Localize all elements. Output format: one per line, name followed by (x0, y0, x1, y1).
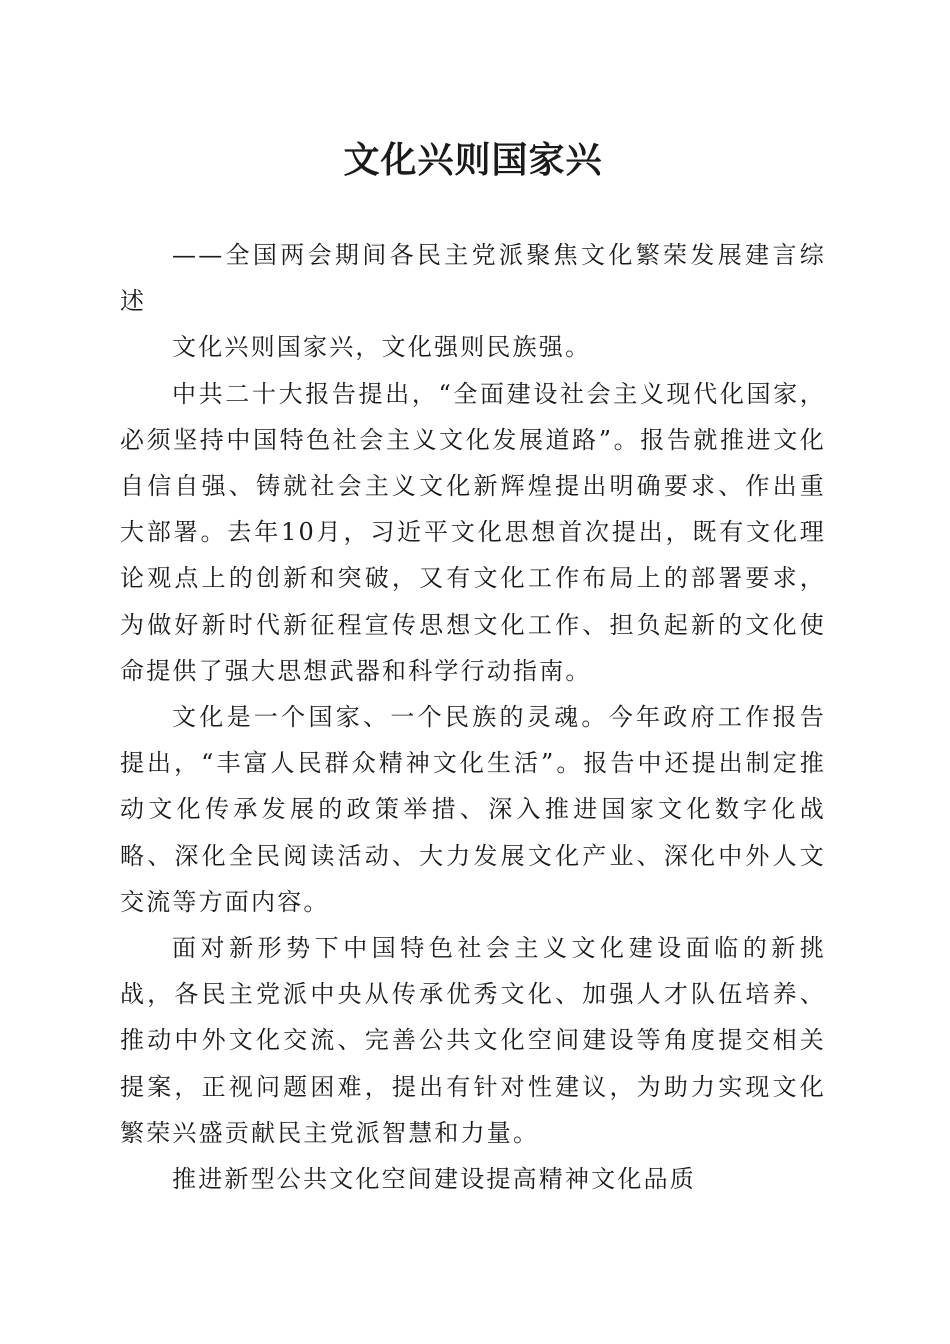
paragraph: 中共二十大报告提出，“全面建设社会主义现代化国家，必须坚持中国特色社会主义文化发展道路”。报告就推进文化自信自强、铸就社会主义文化新辉煌提出明确要求、作出重大部署。去年10月，习近平文化思想首次提出，既有文化理论观点上的创新和突破，又有文化工作布局上的部署要求，为做好新时代新征程宣传思想文化工作、担负起新的文化使命提供了强大思想武器和科学行动指南。 (120, 379, 826, 685)
document-body (120, 232, 826, 1202)
section-heading: 推进新型公共文化空间建设提高精神文化品质 (172, 1165, 696, 1194)
paragraph: 面对新形势下中国特色社会主义文化建设面临的新挑战，各民主党派中央从传承优秀文化、加强人才队伍培养、推动中外文化交流、完善公共文化空间建设等角度提交相关提案，正视问题困难，提出有针对性建议，为助力实现文化繁荣兴盛贡献民主党派智慧和力量。 (120, 934, 826, 1147)
document-title: 文化兴则国家兴 (343, 139, 603, 181)
paragraph: 文化是一个国家、一个民族的灵魂。今年政府工作报告提出，“丰富人民群众精神文化生活”。报告中还提出制定推动文化传承发展的政策举措、深入推进国家文化数字化战略、深化全民阅读活动、大力发展文化产业、深化中外人文交流等方面内容。 (120, 703, 826, 916)
subtitle: ——全国两会期间各民主党派聚焦文化繁荣发展建言综述 (120, 241, 826, 316)
paragraph: 文化兴则国家兴，文化强则民族强。 (172, 333, 592, 362)
